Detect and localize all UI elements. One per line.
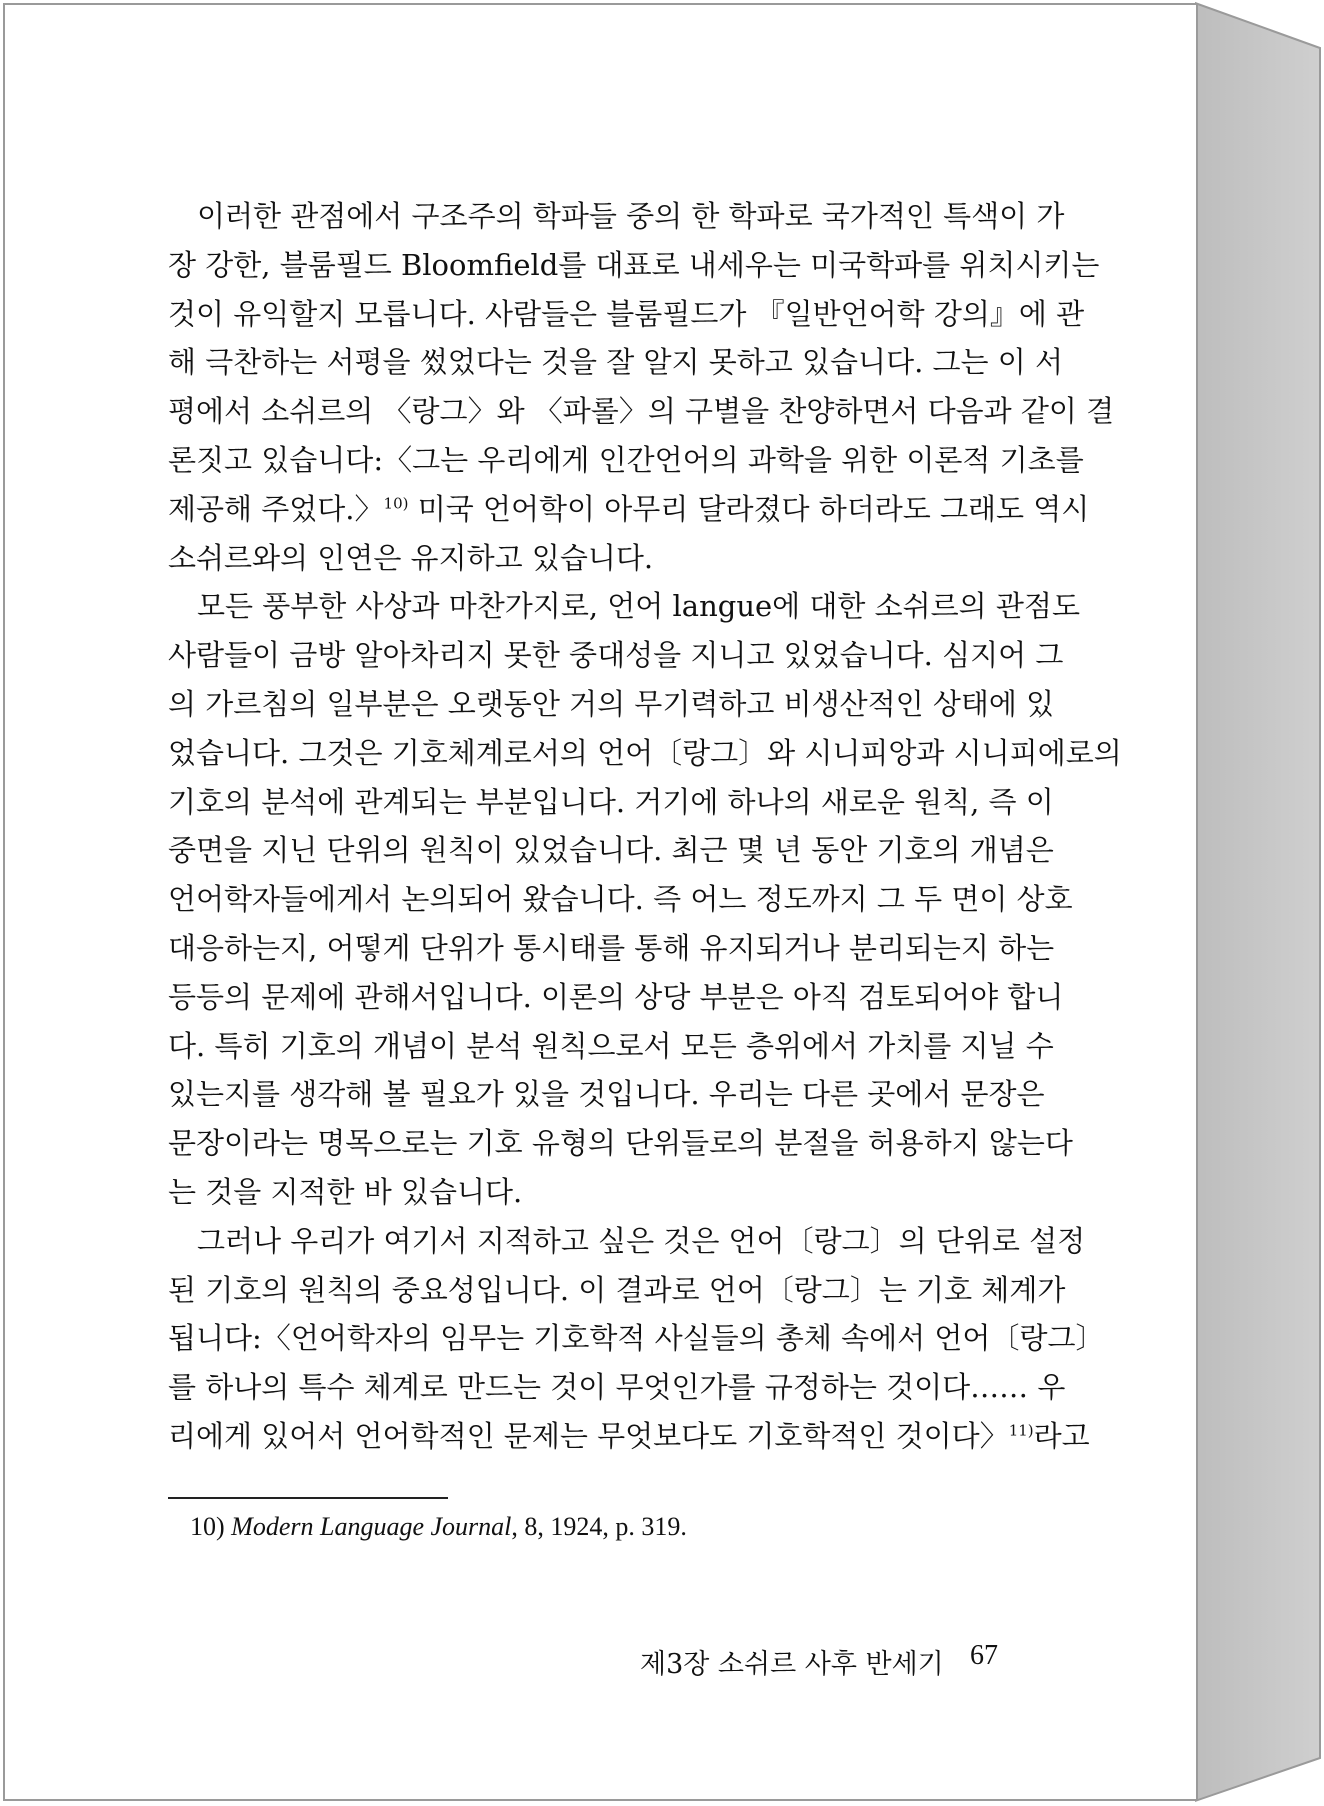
page-number: 67 — [970, 1640, 998, 1671]
body-text — [168, 192, 1122, 1461]
text-line: 언어학자들에게서 논의되어 왔습니다. 즉 어느 정도까지 그 두 면이 상호 — [168, 882, 1073, 917]
text-line: 기호의 분석에 관계되는 부분입니다. 거기에 하나의 새로운 원칙, 즉 이 — [168, 784, 1054, 819]
footnote-marker: 10) — [383, 494, 409, 513]
text-line: 것이 유익할지 모릅니다. 사람들은 블룸필드가 『일반언어학 강의』에 관 — [168, 296, 1085, 331]
text-line: 를 하나의 특수 체계로 만드는 것이 무엇인가를 규정하는 것이다…… 우 — [168, 1370, 1066, 1405]
text-line: 대응하는지, 어떻게 단위가 통시태를 통해 유지되거나 분리되는지 하는 — [168, 930, 1055, 965]
footnote-number: 10) — [190, 1512, 225, 1541]
text-line: 었습니다. 그것은 기호체계로서의 언어〔랑그〕와 시니피앙과 시니피에로의 — [168, 735, 1122, 770]
paragraph — [168, 582, 1122, 1216]
running-footer-title: 제3장 소쉬르 사후 반세기 — [640, 1649, 944, 1680]
text-line: 모든 풍부한 사상과 마찬가지로, 언어 langue에 대한 소쉬르의 관점도 — [197, 589, 1080, 624]
text-line: 중면을 지닌 단위의 원칙이 있었습니다. 최근 몇 년 동안 기호의 개념은 — [168, 833, 1054, 868]
text-line: 는 것을 지적한 바 있습니다. — [168, 1174, 523, 1209]
text-line: 다. 특히 기호의 개념이 분석 원칙으로서 모든 층위에서 가치를 지닐 수 — [168, 1028, 1054, 1063]
footnote-marker: 11) — [1008, 1421, 1034, 1440]
text-line: 제공해 주었다.〉$^{10)}$ 미국 언어학이 아무리 달라졌다 하더라도 그래도 역시 — [168, 491, 1090, 526]
text-line: 있는지를 생각해 볼 필요가 있을 것입니다. 우리는 다른 곳에서 문장은 — [168, 1077, 1045, 1112]
footnote-journal: Modern Language Journal — [231, 1512, 512, 1541]
text-line: 등등의 문제에 관해서입니다. 이론의 상당 부분은 아직 검토되어야 합니 — [168, 979, 1064, 1014]
footnote-separator — [168, 1497, 448, 1499]
text-line: 장 강한, 블룸필드 Bloomfield를 대표로 내세우는 미국학파를 위치시키는 — [168, 247, 1100, 282]
text-line: 됩니다:〈언어학자의 임무는 기호학적 사실들의 총체 속에서 언어〔랑그〕 — [168, 1321, 1105, 1356]
text-line: 해 극찬하는 서평을 썼었다는 것을 잘 알지 못하고 있습니다. 그는 이 서 — [168, 345, 1064, 380]
text-line: 론짓고 있습니다:〈그는 우리에게 인간언어의 과학을 위한 이론적 기초를 — [168, 442, 1084, 477]
text-line: 그러나 우리가 여기서 지적하고 싶은 것은 언어〔랑그〕의 단위로 설정 — [197, 1223, 1086, 1258]
footnote-details: , 8, 1924, p. 319. — [511, 1512, 687, 1541]
text-line: 사람들이 금방 알아차리지 못한 중대성을 지니고 있었습니다. 심지어 그 — [168, 638, 1064, 673]
text-line: 리에게 있어서 언어학적인 문제는 무엇보다도 기호학적인 것이다〉$^{11)}$ — [168, 1418, 1034, 1453]
paragraph — [168, 192, 1115, 582]
book-page-edge — [1195, 0, 1324, 1806]
footnote — [190, 1512, 687, 1542]
text-line: 이러한 관점에서 구조주의 학파들 중의 한 학파로 국가적인 특색이 가 — [197, 199, 1065, 233]
text-line: 문장이라는 명목으로는 기호 유형의 단위들로의 분절을 허용하지 않는다 — [168, 1126, 1073, 1161]
text-line: 된 기호의 원칙의 중요성입니다. 이 결과로 언어〔랑그〕는 기호 체계가 — [168, 1272, 1066, 1307]
text-line: 의 가르침의 일부분은 오랫동안 거의 무기력하고 비생산적인 상태에 있 — [168, 686, 1055, 721]
paragraph — [168, 1217, 1105, 1461]
text-line: 평에서 소쉬르의 〈랑그〉와 〈파롤〉의 구별을 찬양하면서 다음과 같이 결 — [168, 394, 1115, 429]
text-line: 소쉬르와의 인연은 유지하고 있습니다. — [168, 540, 654, 575]
